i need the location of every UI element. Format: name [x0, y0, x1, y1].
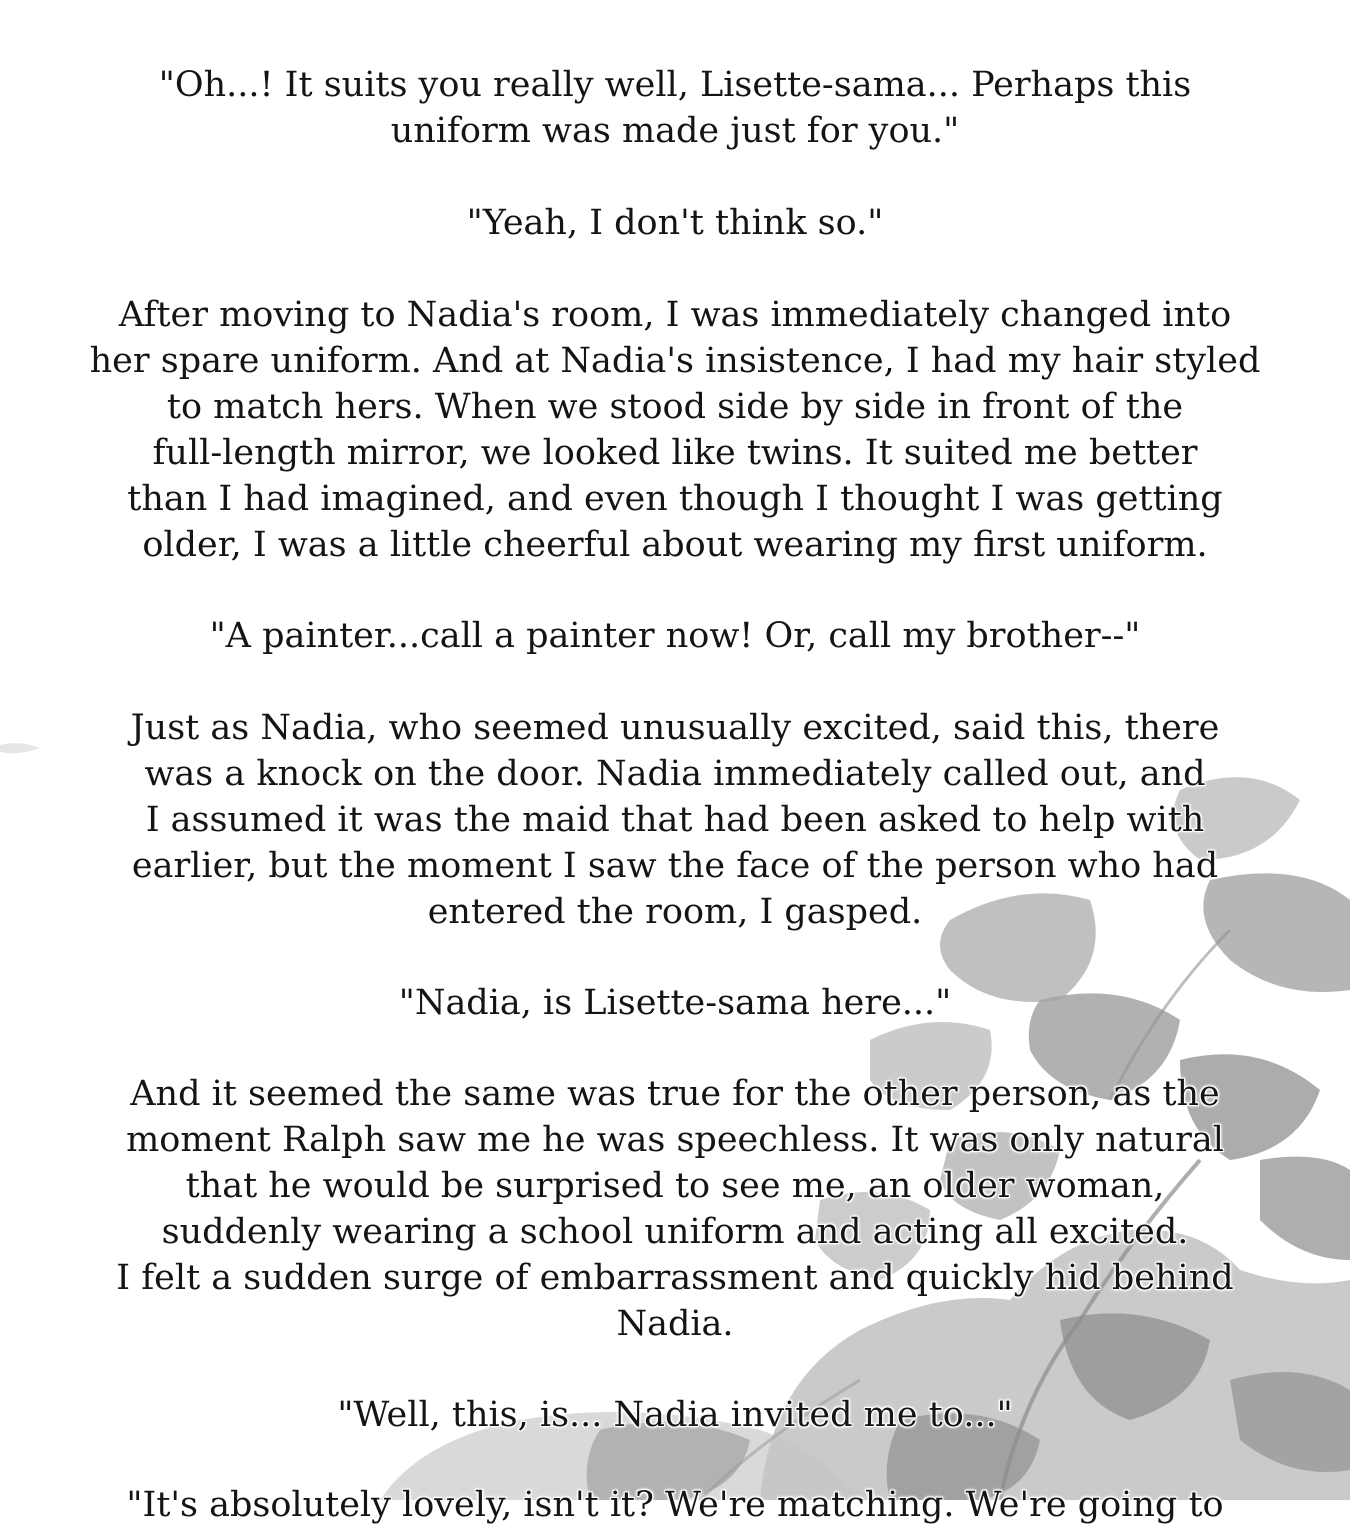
dialogue-paragraph-2: "Yeah, I don't think so.": [466, 203, 884, 243]
narration-paragraph-3: After moving to Nadia's room, I was immediately changed into her spare uniform. And at Nadia's insistence, I had my hair styled to match hers. When we stood side by side in front of the full-length mirror, we looked like twins. It suited me better than I had imagined, and even though I thought I was getting older, I was a little cheerful about wearing my first uniform.: [89, 295, 1261, 565]
dialogue-paragraph-1: "Oh...! It suits you really well, Lisette-sama... Perhaps this uniform was made just for you.": [158, 65, 1192, 151]
dialogue-paragraph-4: "A painter...call a painter now! Or, call my brother--": [209, 616, 1141, 656]
dialogue-paragraph-9-cut-off: "It's absolutely lovely, isn't it? We're matching. We're going to: [126, 1485, 1224, 1525]
dialogue-paragraph-6: "Nadia, is Lisette-sama here...": [398, 983, 952, 1023]
narration-paragraph-5: Just as Nadia, who seemed unusually excited, said this, there was a knock on the door. Nadia immediately called out, and I assumed it was the maid that had been asked to help with earlier, but the moment I saw the face of the person who had entered the room, I gasped.: [130, 708, 1220, 932]
narration-paragraph-7: And it seemed the same was true for the other person, as the moment Ralph saw me he was speechless. It was only natural that he would be surprised to see me, an older woman, suddenly wearing a school uniform and acting all excited. I felt a sudden surge of embarrassment and quickly hid behind Nadia.: [116, 1074, 1234, 1344]
dialogue-paragraph-8: "Well, this, is... Nadia invited me to...": [337, 1395, 1013, 1435]
